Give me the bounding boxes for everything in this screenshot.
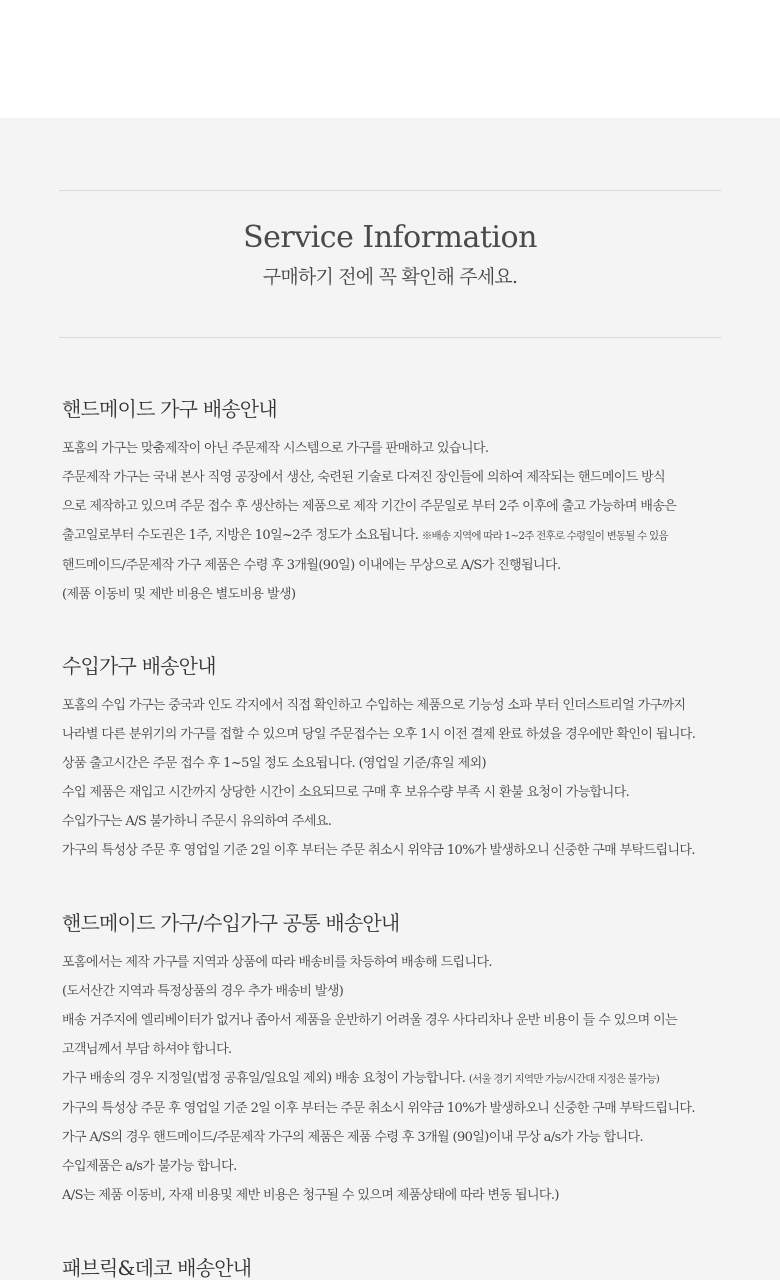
section-title: 핸드메이드 가구/수입가구 공통 배송안내	[62, 911, 400, 935]
section-line: 포홈의 가구는 맞춤제작이 아닌 주문제작 시스템으로 가구를 판매하고 있습니다.	[62, 441, 489, 456]
section-line: A/S는 제품 이동비, 자재 비용및 제반 비용은 청구될 수 있으며 제품상태에 따라 변동 됩니다.)	[62, 1188, 559, 1203]
section-line: 가구의 특성상 주문 후 영업일 기준 2일 이후 부터는 주문 취소시 위약금 10%가 발생하오니 신중한 구매 부탁드립니다.	[62, 1101, 695, 1116]
section-handmade-delivery	[62, 395, 740, 609]
section-line: (도서산간 지역과 특정상품의 경우 추가 배송비 발생)	[62, 984, 344, 999]
section-line: 포홈의 수입 가구는 중국과 인도 각지에서 직접 확인하고 수입하는 제품으로 기능성 소파 부터 인더스트리얼 가구까지	[62, 698, 686, 713]
section-line: 핸드메이드/주문제작 가구 제품은 수령 후 3개월(90일) 이내에는 무상으로 A/S가 진행됩니다.	[62, 558, 561, 573]
section-line: (제품 이동비 및 제반 비용은 별도비용 발생)	[62, 587, 296, 602]
divider-bottom	[59, 337, 721, 338]
section-line	[62, 521, 740, 551]
section-import-delivery	[62, 652, 740, 865]
section-line	[62, 1064, 740, 1094]
heading-title-ko: 구매하기 전에 꼭 확인해 주세요.	[262, 266, 518, 288]
divider-top	[59, 190, 721, 191]
section-title: 수입가구 배송안내	[62, 654, 216, 678]
section-line: 으로 제작하고 있으며 주문 접수 후 생산하는 제품으로 제작 기간이 주문일로 부터 2주 이후에 출고 가능하며 배송은	[62, 499, 677, 514]
section-line: 주문제작 가구는 국내 본사 직영 공장에서 생산, 숙련된 기술로 다져진 장인들에 의하여 제작되는 핸드메이드 방식	[62, 470, 666, 485]
service-information-area	[0, 118, 780, 1280]
heading-title-en: Service Information	[243, 220, 537, 255]
section-line: 포홈에서는 제작 가구를 지역과 상품에 따라 배송비를 차등하여 배송해 드립니다.	[62, 955, 492, 970]
section-line: 수입 제품은 재입고 시간까지 상당한 시간이 소요되므로 구매 후 보유수량 부족 시 환불 요청이 가능합니다.	[62, 785, 630, 800]
section-line: 수입제품은 a/s가 불가능 합니다.	[62, 1159, 237, 1174]
section-title: 핸드메이드 가구 배송안내	[62, 397, 277, 421]
section-line: 고객님께서 부담 하셔야 합니다.	[62, 1042, 232, 1057]
section-fabric-deco-delivery	[62, 1254, 740, 1280]
service-information-heading	[0, 218, 780, 292]
section-line: 수입가구는 A/S 불가하니 주문시 유의하여 주세요.	[62, 814, 332, 829]
section-line: 가구 A/S의 경우 핸드메이드/주문제작 가구의 제품은 제품 수령 후 3개월 (90일)이내 무상 a/s가 가능 합니다.	[62, 1130, 644, 1145]
section-line: 배송 거주지에 엘리베이터가 없거나 좁아서 제품을 운반하기 어려울 경우 사다리차나 운반 비용이 들 수 있으며 이는	[62, 1013, 678, 1028]
section-line-note: ※배송 지역에 따라 1~2주 전후로 수령일이 변동될 수 있음	[421, 530, 668, 542]
section-line: 나라별 다른 분위기의 가구를 접할 수 있으며 당일 주문접수는 오후 1시 이전 결제 완료 하셨을 경우에만 확인이 됩니다.	[62, 727, 696, 742]
section-common-delivery	[62, 909, 740, 1210]
section-line-text: 출고일로부터 수도권은 1주, 지방은 10일~2주 정도가 소요됩니다.	[62, 528, 419, 543]
section-line-text: 가구 배송의 경우 지정일(법정 공휴일/일요일 제외) 배송 요청이 가능합니다.	[62, 1071, 466, 1086]
section-line: 상품 출고시간은 주문 접수 후 1~5일 정도 소요됩니다. (영업일 기준/휴일 제외)	[62, 756, 486, 771]
section-line: 가구의 특성상 주문 후 영업일 기준 2일 이후 부터는 주문 취소시 위약금 10%가 발생하오니 신중한 구매 부탁드립니다.	[62, 843, 695, 858]
top-blank-area	[0, 0, 780, 118]
section-line-note: (서울 경기 지역만 가능/시간대 지정은 불가능)	[468, 1073, 660, 1085]
section-title: 패브릭&데코 배송안내	[62, 1256, 252, 1280]
